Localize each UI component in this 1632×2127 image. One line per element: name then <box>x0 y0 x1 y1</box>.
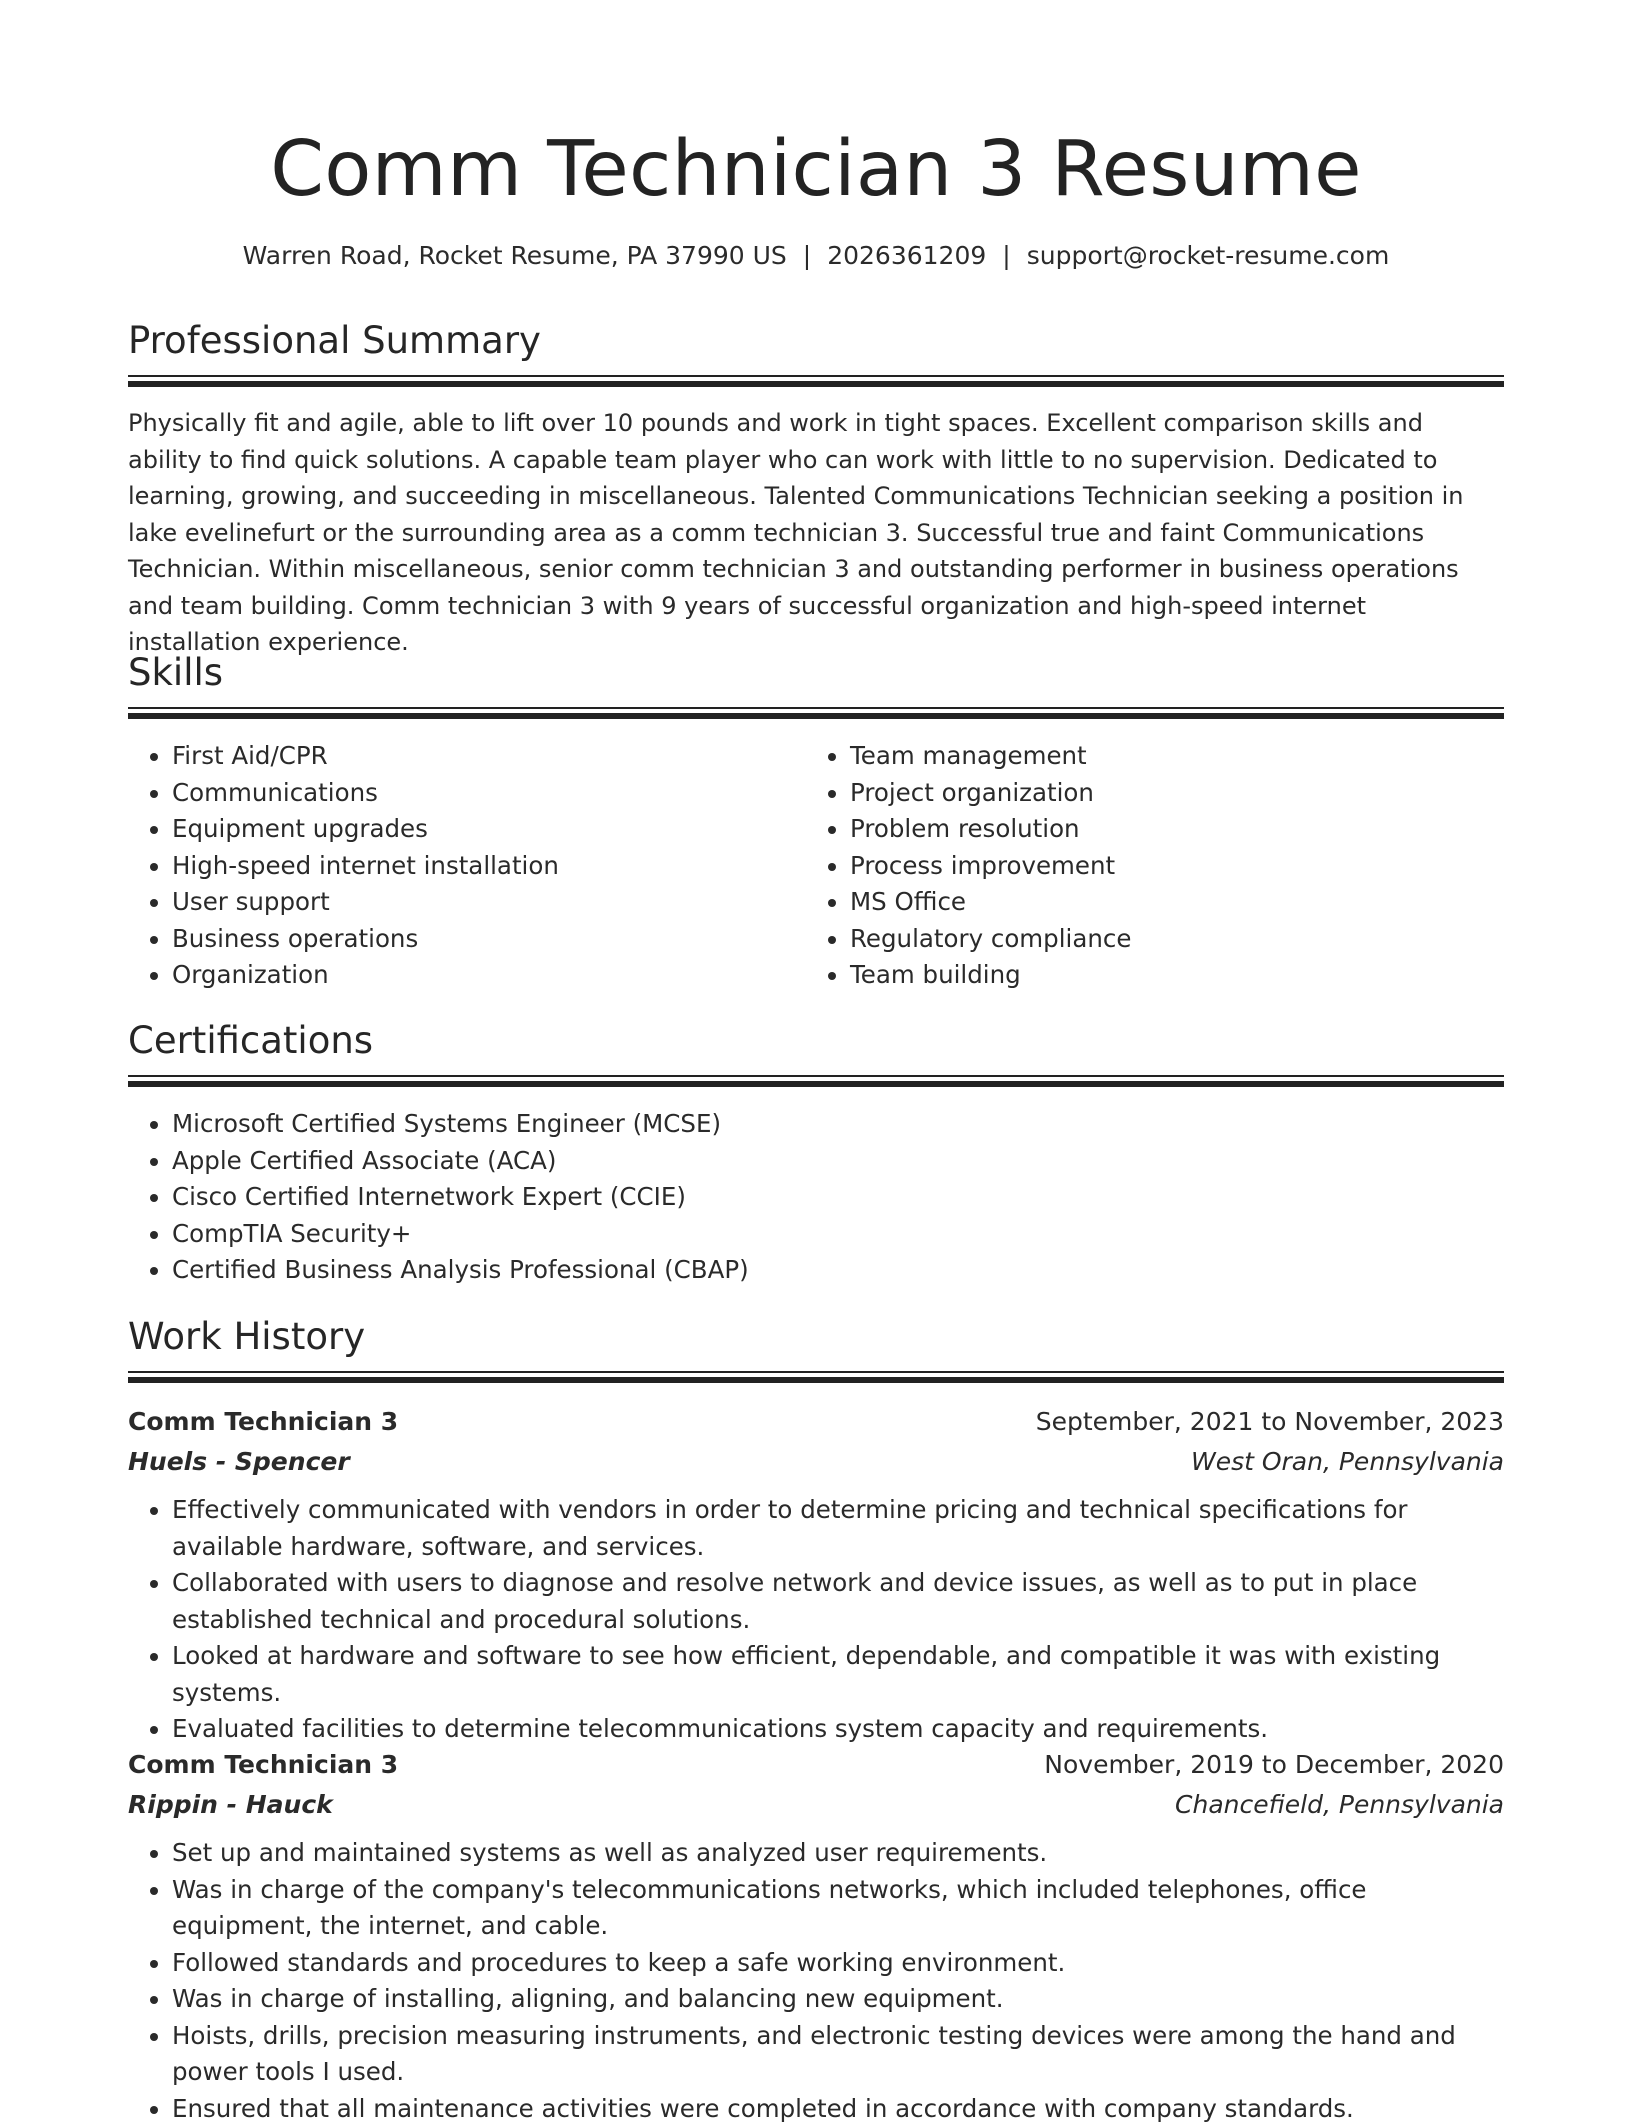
section-divider <box>128 1371 1504 1383</box>
certification-item: • Cisco Certified Internetwork Expert (CCIE) <box>172 1179 1504 1216</box>
job-subheader-row <box>128 1442 1504 1482</box>
section-title-certifications: Certifications <box>128 1018 373 1064</box>
contact-address: Warren Road, Rocket Resume, PA 37990 US <box>243 241 787 270</box>
job-dates: November, 2019 to December, 2020 <box>1044 1745 1504 1785</box>
resume-title: Comm Technician 3 Resume <box>128 120 1504 220</box>
job-bullet: • Followed standards and procedures to keep a safe working environment. <box>172 1945 1504 1982</box>
job-bullet: • Hoists, drills, precision measuring instruments, and electronic testing devices were among the hand and power tools I used. <box>172 2018 1504 2091</box>
job-bullet: • Collaborated with users to diagnose and resolve network and device issues, as well as to put in place established technical and procedural solutions. <box>172 1565 1504 1638</box>
job-company: Rippin - Hauck <box>128 1785 333 1825</box>
contact-separator: | <box>1002 241 1010 270</box>
job-bullet: • Looked at hardware and software to see how efficient, dependable, and compatible it was with existing systems. <box>172 1638 1504 1711</box>
certifications-block <box>128 1106 1504 1289</box>
section-title-work-history: Work History <box>128 1314 365 1360</box>
job-location: Chancefield, Pennsylvania <box>1175 1785 1504 1825</box>
job-header-row <box>128 1402 1504 1442</box>
job-header-row <box>128 1745 1504 1785</box>
certification-item: • Certified Business Analysis Professional (CBAP) <box>172 1252 1504 1289</box>
skill-item: • Problem resolution <box>850 811 1446 848</box>
section-divider <box>128 1075 1504 1087</box>
certification-item: • Apple Certified Associate (ACA) <box>172 1143 1504 1180</box>
job-subheader-row <box>128 1785 1504 1825</box>
job-dates: September, 2021 to November, 2023 <box>1036 1402 1504 1442</box>
contact-line <box>128 238 1504 274</box>
section-title-skills: Skills <box>128 650 223 696</box>
job-bullets <box>128 1492 1504 1748</box>
skill-item: • Organization <box>172 957 768 994</box>
job-location: West Oran, Pennsylvania <box>1191 1442 1504 1482</box>
skill-item: • User support <box>172 884 768 921</box>
job-title: Comm Technician 3 <box>128 1745 398 1785</box>
summary-text: Physically fit and agile, able to lift over 10 pounds and work in tight spaces. Excellent comparison skills and ability to find quick solutions. A capable team player who can work with little to no supervision. Dedicated to learning, growing, and succeeding in miscellaneous. Talented Communications Technician seeking a position in lake evelinefurt or the surrounding area as a comm technician 3. Successful true and faint Communications Technician. Within miscellaneous, senior comm technician 3 and outstanding performer in business operations and team building. Comm technician 3 with 9 years of successful organization and high-speed internet installation experience. <box>128 405 1504 661</box>
contact-email: support@rocket-resume.com <box>1027 241 1390 270</box>
skills-list-left <box>128 738 768 994</box>
job-bullet: • Was in charge of the company's telecommunications networks, which included telephones, office equipment, the internet, and cable. <box>172 1872 1504 1945</box>
job-bullet: • Ensured that all maintenance activities were completed in accordance with company standards. <box>172 2091 1504 2127</box>
skills-column-right <box>806 738 1446 994</box>
skill-item: • High-speed internet installation <box>172 848 768 885</box>
job-entry <box>128 1402 1504 1748</box>
skills-column-left <box>128 738 768 994</box>
skill-item: • Team management <box>850 738 1446 775</box>
skill-item: • Business operations <box>172 921 768 958</box>
skill-item: • Communications <box>172 775 768 812</box>
job-bullet: • Evaluated facilities to determine telecommunications system capacity and requirements. <box>172 1711 1504 1748</box>
job-bullets <box>128 1835 1504 2127</box>
certifications-list <box>128 1106 1504 1289</box>
section-title-summary: Professional Summary <box>128 318 541 364</box>
job-company: Huels - Spencer <box>128 1442 350 1482</box>
job-entry <box>128 1745 1504 2127</box>
skill-item: • First Aid/CPR <box>172 738 768 775</box>
contact-separator: | <box>803 241 811 270</box>
contact-phone: 2026361209 <box>827 241 986 270</box>
certification-item: • Microsoft Certified Systems Engineer (MCSE) <box>172 1106 1504 1143</box>
skills-list-right <box>806 738 1446 994</box>
section-divider <box>128 707 1504 719</box>
skill-item: • Equipment upgrades <box>172 811 768 848</box>
skill-item: • Project organization <box>850 775 1446 812</box>
skill-item: • Process improvement <box>850 848 1446 885</box>
job-title: Comm Technician 3 <box>128 1402 398 1442</box>
skill-item: • MS Office <box>850 884 1446 921</box>
job-bullet: • Set up and maintained systems as well as analyzed user requirements. <box>172 1835 1504 1872</box>
skill-item: • Regulatory compliance <box>850 921 1446 958</box>
job-bullet: • Effectively communicated with vendors in order to determine pricing and technical specifications for available hardware, software, and services. <box>172 1492 1504 1565</box>
certification-item: • CompTIA Security+ <box>172 1216 1504 1253</box>
job-bullet: • Was in charge of installing, aligning, and balancing new equipment. <box>172 1981 1504 2018</box>
skill-item: • Team building <box>850 957 1446 994</box>
section-divider <box>128 375 1504 387</box>
